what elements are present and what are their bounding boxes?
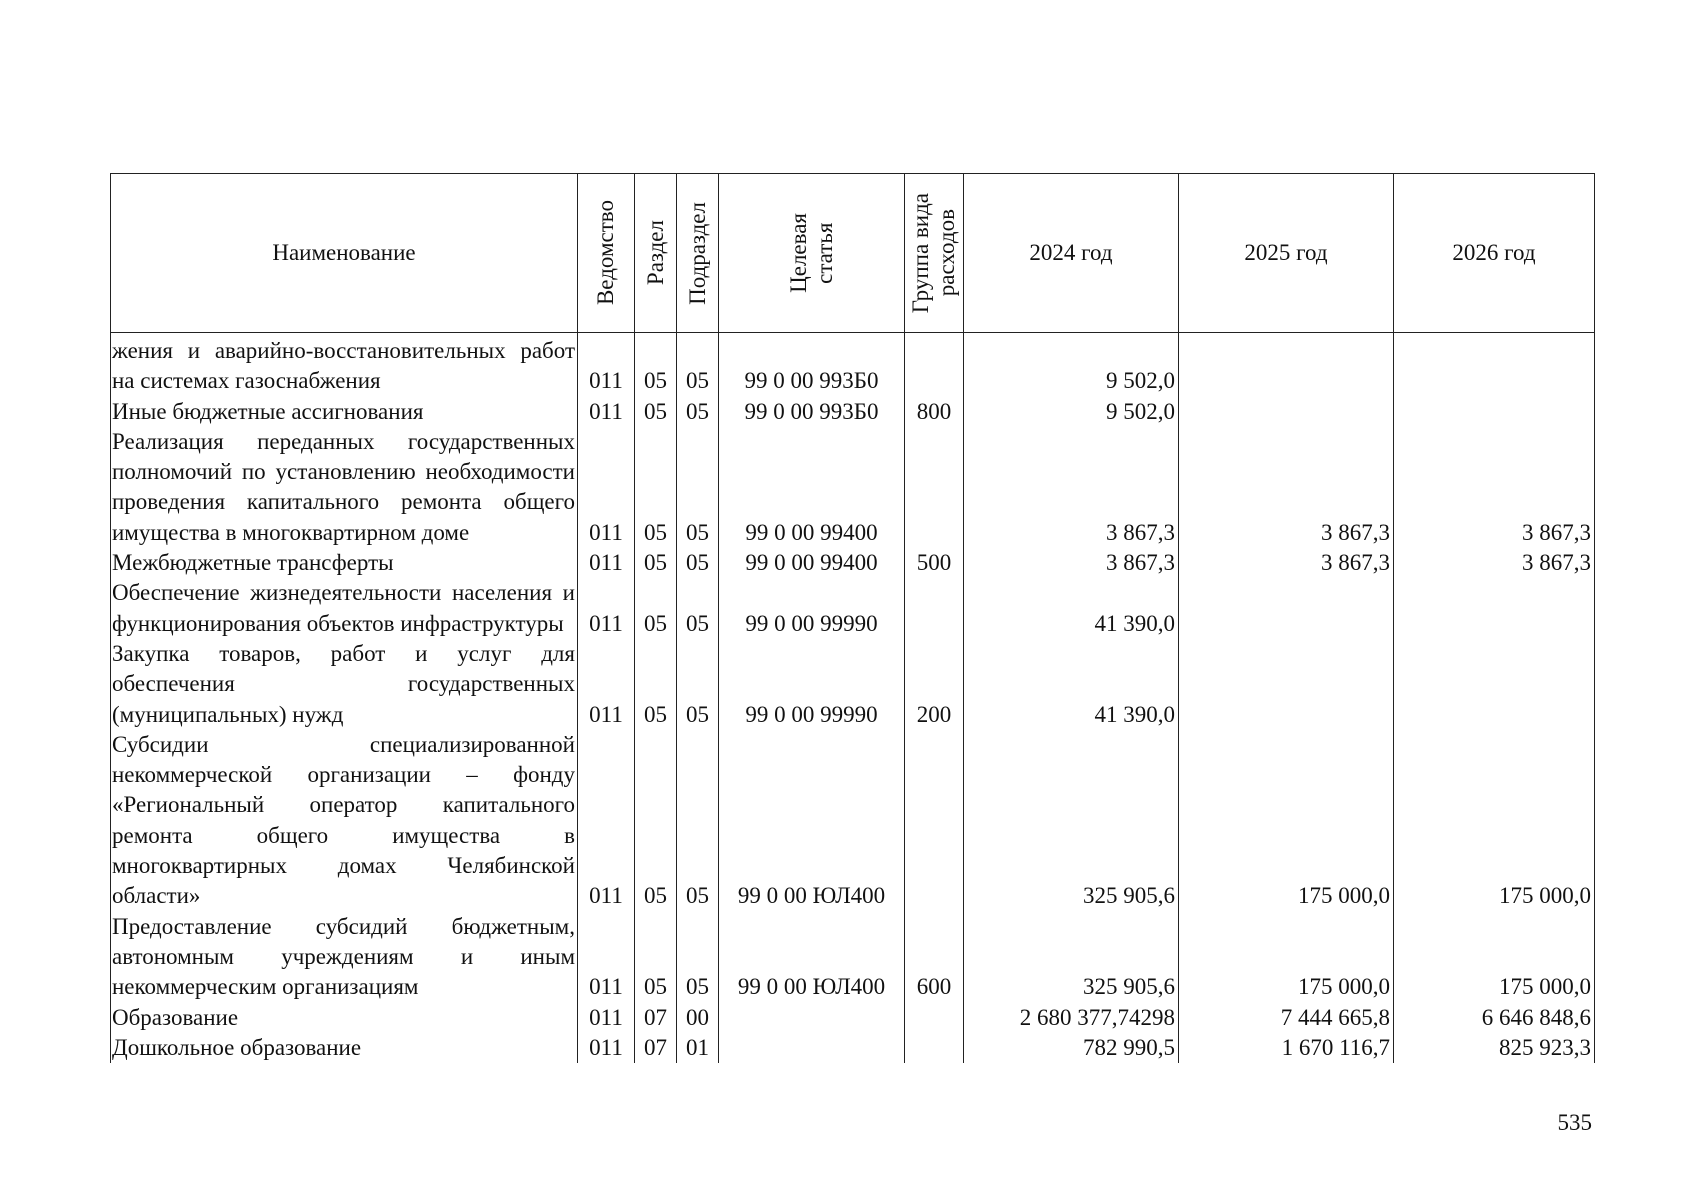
row-dept: 011 (578, 639, 635, 730)
row-name: Реализация переданных государственных полномочий по установлению необходимости проведения капитального ремонта общего имущества в многоквартирном доме (111, 427, 578, 548)
row-2024: 41 390,0 (964, 639, 1179, 730)
row-section: 07 (635, 1033, 677, 1063)
header-group: Группа вида расходов (905, 174, 964, 333)
row-2024: 3 867,3 (964, 548, 1179, 578)
table-row (111, 1003, 1595, 1033)
row-2026 (1394, 578, 1595, 639)
row-section: 05 (635, 548, 677, 578)
row-target: 99 0 00 993Б0 (719, 333, 905, 397)
row-name: Дошкольное образование (111, 1033, 578, 1063)
row-group: 800 (905, 397, 964, 427)
row-name: Обеспечение жизнедеятельности населения и функционирования объектов инфраструктуры (111, 578, 578, 639)
row-subsection: 05 (677, 578, 719, 639)
row-section: 05 (635, 639, 677, 730)
row-2025: 175 000,0 (1179, 912, 1394, 1003)
row-2026: 3 867,3 (1394, 427, 1595, 548)
table-row (111, 333, 1595, 397)
header-dept: Ведомство (578, 174, 635, 333)
row-section: 07 (635, 1003, 677, 1033)
row-name: Иные бюджетные ассигнования (111, 397, 578, 427)
row-2026: 3 867,3 (1394, 548, 1595, 578)
row-subsection: 05 (677, 639, 719, 730)
row-2026: 825 923,3 (1394, 1033, 1595, 1063)
row-group (905, 578, 964, 639)
row-dept: 011 (578, 578, 635, 639)
row-name: Межбюджетные трансферты (111, 548, 578, 578)
page-number: 535 (1557, 1110, 1592, 1135)
row-section: 05 (635, 730, 677, 912)
header-2026: 2026 год (1394, 174, 1595, 333)
row-group (905, 1003, 964, 1033)
row-2024: 2 680 377,74298 (964, 1003, 1179, 1033)
table-row (111, 578, 1595, 639)
row-2026 (1394, 639, 1595, 730)
table-row (111, 1033, 1595, 1063)
row-2024: 782 990,5 (964, 1033, 1179, 1063)
header-2024: 2024 год (964, 174, 1179, 333)
row-dept: 011 (578, 333, 635, 397)
row-subsection: 05 (677, 397, 719, 427)
table-row (111, 548, 1595, 578)
header-target: Целевая статья (719, 174, 905, 333)
row-target (719, 1003, 905, 1033)
header-name: Наименование (111, 174, 578, 333)
row-subsection: 01 (677, 1033, 719, 1063)
row-subsection: 05 (677, 427, 719, 548)
row-target: 99 0 00 99400 (719, 427, 905, 548)
table-row (111, 639, 1595, 730)
row-dept: 011 (578, 1033, 635, 1063)
row-2026: 175 000,0 (1394, 912, 1595, 1003)
table-row (111, 427, 1595, 548)
row-target (719, 1033, 905, 1063)
header-subsection: Подраздел (677, 174, 719, 333)
row-dept: 011 (578, 1003, 635, 1033)
row-2025 (1179, 639, 1394, 730)
row-2024: 3 867,3 (964, 427, 1179, 548)
row-subsection: 05 (677, 333, 719, 397)
row-dept: 011 (578, 730, 635, 912)
row-2025: 1 670 116,7 (1179, 1033, 1394, 1063)
row-dept: 011 (578, 427, 635, 548)
row-subsection: 00 (677, 1003, 719, 1033)
table-row (111, 730, 1595, 912)
row-name: Предоставление субсидий бюджетным, автономным учреждениям и иным некоммерческим организациям (111, 912, 578, 1003)
row-subsection: 05 (677, 912, 719, 1003)
row-name: Закупка товаров, работ и услуг для обеспечения государственных (муниципальных) нужд (111, 639, 578, 730)
row-section: 05 (635, 333, 677, 397)
row-subsection: 05 (677, 548, 719, 578)
row-dept: 011 (578, 548, 635, 578)
row-2026: 175 000,0 (1394, 730, 1595, 912)
row-target: 99 0 00 993Б0 (719, 397, 905, 427)
row-2026 (1394, 397, 1595, 427)
header-2025: 2025 год (1179, 174, 1394, 333)
budget-table (110, 173, 1595, 1063)
table-row (111, 397, 1595, 427)
row-2025: 175 000,0 (1179, 730, 1394, 912)
row-2025 (1179, 333, 1394, 397)
row-group: 200 (905, 639, 964, 730)
row-2025: 3 867,3 (1179, 548, 1394, 578)
row-2024: 325 905,6 (964, 730, 1179, 912)
row-section: 05 (635, 912, 677, 1003)
row-name: Образование (111, 1003, 578, 1033)
row-name: Субсидии специализированной некоммерческой организации – фонду «Региональный оператор капитального ремонта общего имущества в многоквартирных домах Челябинской области» (111, 730, 578, 912)
row-target: 99 0 00 99990 (719, 639, 905, 730)
row-target: 99 0 00 ЮЛ400 (719, 912, 905, 1003)
row-group (905, 1033, 964, 1063)
header-row (111, 174, 1595, 333)
row-target: 99 0 00 99400 (719, 548, 905, 578)
row-2025 (1179, 578, 1394, 639)
row-target: 99 0 00 99990 (719, 578, 905, 639)
row-section: 05 (635, 427, 677, 548)
row-name: жения и аварийно-восстановительных работ на системах газоснабжения (111, 333, 578, 397)
row-2024: 9 502,0 (964, 333, 1179, 397)
row-section: 05 (635, 578, 677, 639)
row-2026 (1394, 333, 1595, 397)
row-2024: 9 502,0 (964, 397, 1179, 427)
row-section: 05 (635, 397, 677, 427)
row-group (905, 730, 964, 912)
row-2025 (1179, 397, 1394, 427)
header-section: Раздел (635, 174, 677, 333)
row-2025: 7 444 665,8 (1179, 1003, 1394, 1033)
row-2024: 41 390,0 (964, 578, 1179, 639)
row-2025: 3 867,3 (1179, 427, 1394, 548)
row-dept: 011 (578, 397, 635, 427)
row-group (905, 427, 964, 548)
row-group: 600 (905, 912, 964, 1003)
row-target: 99 0 00 ЮЛ400 (719, 730, 905, 912)
row-dept: 011 (578, 912, 635, 1003)
row-2026: 6 646 848,6 (1394, 1003, 1595, 1033)
row-subsection: 05 (677, 730, 719, 912)
row-group (905, 333, 964, 397)
table-row (111, 912, 1595, 1003)
row-2024: 325 905,6 (964, 912, 1179, 1003)
row-group: 500 (905, 548, 964, 578)
